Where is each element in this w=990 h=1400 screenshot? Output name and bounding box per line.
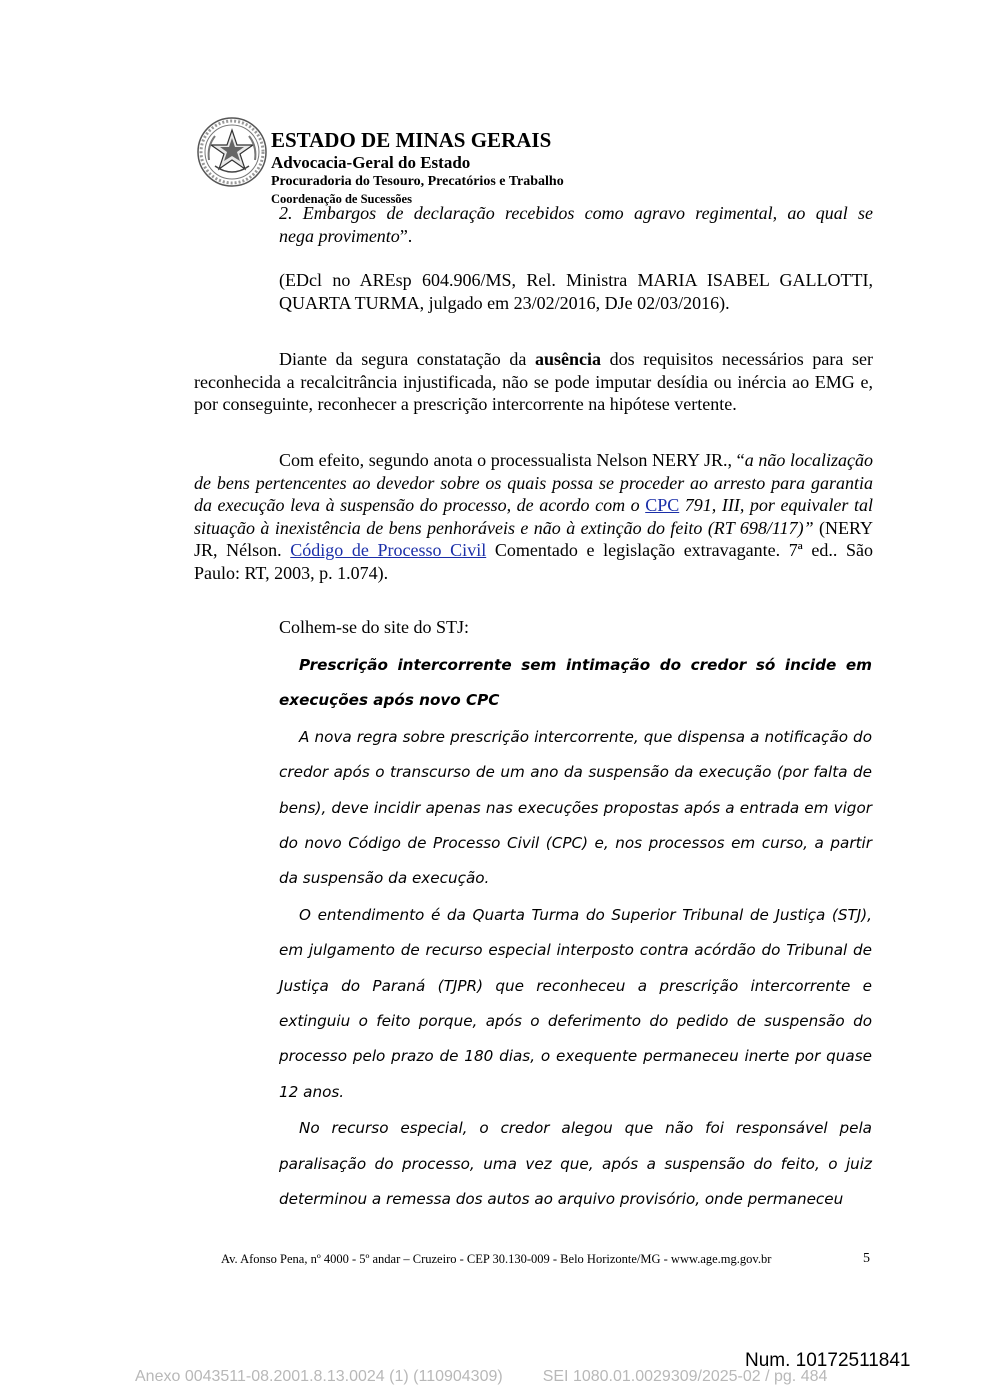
annex-stamp [135, 1368, 867, 1386]
previous-quote [279, 202, 873, 247]
citation-line-2: QUARTA TURMA, julgado em 23/02/2016, DJe 02/03/2016). [279, 292, 730, 313]
previous-quote-line-1: 2. Embargos de declaração recebidos como agravo regimental, ao qual se [279, 203, 873, 223]
cpc-link[interactable]: CPC [645, 495, 680, 515]
paragraph-ausencia-end: dos requisitos necessários para ser reconhecida a recalcitrância injustificada, não se pode imputar desídia ou inércia ao EMG e, por conseguinte, reconhecer a prescrição intercorrente na hipótese vertente. [194, 349, 873, 414]
paragraph-nery-quote-b: 791, III, por equivaler tal situação à inexistência de bens penhoráveis e não à extinção do feito (RT 698/117)” [194, 495, 873, 538]
stj-paragraph-2: O entendimento é da Quarta Turma do Superior Tribunal de Justiça (STJ), em julgamento de recurso especial interposto contra acórdão do Tribunal de Justiça do Paraná (TJPR) que reconheceu a prescrição intercorrente e extinguiu o feito porque, após o deferimento do pedido de suspensão do processo pelo prazo de 180 dias, o exequente permaneceu inerte por quase 12 anos. [279, 905, 872, 1101]
previous-quote-close: ”. [399, 225, 413, 246]
page-number: 5 [863, 1251, 870, 1266]
paragraph-nery-quote-a: a não localização de bens pertencentes ao devedor sobre os quais possa se proceder ao arresto para garantia da execução leva à suspensão do processo, de acordo com o [194, 450, 873, 515]
header-procuradoria: Procuradoria do Tesouro, Precatórios e Trabalho [271, 174, 564, 189]
stj-paragraph-3: No recurso especial, o credor alegou que não foi responsável pela paralisação do processo, uma vez que, após a suspensão do feito, o juiz determinou a remessa dos autos ao arquivo provisório, onde permaneceu [279, 1119, 872, 1209]
stj-headline: Prescrição intercorrente sem intimação do credor só incide em execuções após novo CPC [279, 656, 872, 710]
previous-quote-line-2: nega provimento [279, 225, 400, 246]
header-agency: Advocacia-Geral do Estado [271, 153, 471, 172]
codigo-processo-civil-link[interactable]: Código de Processo Civil [290, 540, 487, 560]
paragraph-ausencia [194, 348, 873, 416]
header-coordination: Coordenação de Sucessões [271, 192, 412, 206]
stj-quote [279, 648, 872, 1218]
annex-reference: Anexo 0043511-08.2001.8.13.0024 (1) (110904309) [135, 1368, 503, 1385]
citation-line-1: (EDcl no AREsp 604.906/MS, Rel. Ministra MARIA ISABEL GALLOTTI, [279, 270, 873, 290]
footer-address: Av. Afonso Pena, nº 4000 - 5º andar – Cruzeiro - CEP 30.130-009 - Belo Horizonte/MG - www.age.mg.gov.br [221, 1252, 772, 1266]
citation [279, 269, 873, 314]
paragraph-ausencia-bold: ausência [534, 349, 601, 369]
header-state-title: ESTADO DE MINAS GERAIS [271, 128, 552, 152]
paragraph-nery-ref-b: Comentado e legislação extravagante. 7ª ed.. São Paulo: RT, 2003, p. 1.074). [194, 540, 873, 583]
stj-paragraph-1: A nova regra sobre prescrição intercorrente, que dispensa a notificação do credor após o transcurso de um ano da suspensão da execução (por falta de bens), deve incidir apenas nas execuções propostas após a entrada em vigor do novo Código de Processo Civil (CPC) e, nos processos em curso, a partir da suspensão da execução. [279, 727, 872, 888]
sei-reference: SEI 1080.01.0029309/2025-02 / pg. 484 [542, 1368, 828, 1385]
coat-of-arms-seal-icon [195, 116, 269, 188]
paragraph-ausencia-start: Diante da segura constatação da [279, 349, 535, 369]
document-number: Num. 10172511841 [745, 1350, 911, 1371]
paragraph-nery-intro: Com efeito, segundo anota o processualista Nelson NERY JR., “ [279, 450, 745, 470]
paragraph-nery-ref-a: (NERY JR, Nélson. [194, 517, 873, 560]
stj-intro: Colhem-se do site do STJ: [279, 617, 469, 637]
paragraph-nery [194, 449, 873, 584]
